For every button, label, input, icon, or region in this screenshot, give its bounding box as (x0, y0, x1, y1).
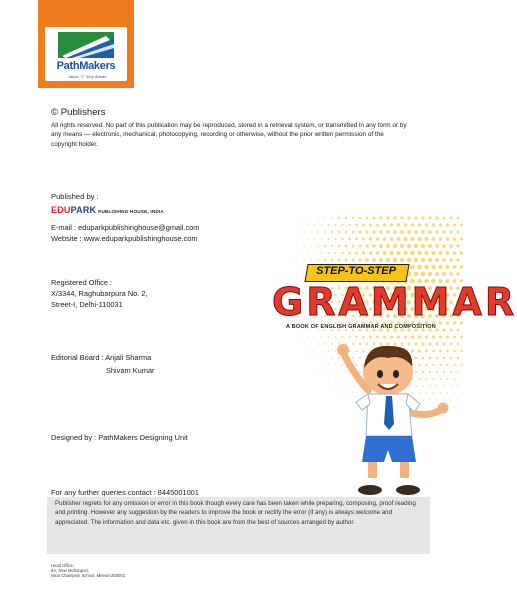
halftone-dot (435, 230, 438, 233)
halftone-dot (293, 239, 294, 240)
halftone-dot (362, 224, 365, 227)
halftone-dot (446, 251, 450, 255)
halftone-dot (303, 259, 304, 260)
halftone-dot (328, 238, 330, 240)
halftone-dot (351, 258, 354, 261)
halftone-dot (449, 272, 453, 276)
halftone-dot (449, 230, 452, 233)
halftone-dot (410, 251, 414, 255)
halftone-dot (307, 225, 308, 226)
halftone-dot (321, 336, 322, 337)
halftone-dot (345, 231, 347, 233)
halftone-dot (352, 231, 355, 234)
halftone-dot (317, 245, 319, 247)
halftone-dot (314, 238, 315, 239)
halftone-dot (414, 244, 418, 248)
copyright-title: © Publishers (51, 107, 106, 118)
halftone-dot (438, 265, 442, 269)
halftone-dot (393, 258, 397, 262)
halftone-dot (386, 216, 389, 219)
halftone-dot (432, 237, 436, 241)
halftone-dot (324, 217, 326, 219)
halftone-dot (365, 258, 369, 262)
logo-tagline: ...takes "1" Step Ahead (65, 74, 107, 79)
halftone-dot (393, 230, 397, 234)
book-subtitle: A BOOK OF ENGLISH GRAMMAR AND COMPOSITION (286, 324, 436, 330)
halftone-dot (446, 223, 449, 226)
halftone-dot (328, 224, 330, 226)
halftone-dot (293, 267, 294, 268)
halftone-dot (421, 258, 425, 262)
halftone-dot (379, 216, 382, 219)
published-by-label: Published by : (51, 192, 99, 201)
halftone-dot (359, 231, 362, 234)
halftone-dot (359, 217, 362, 220)
halftone-dot (421, 272, 426, 277)
halftone-dot (314, 252, 315, 253)
halftone-dot (431, 265, 435, 269)
halftone-dot (428, 216, 431, 219)
halftone-dot (456, 272, 459, 275)
halftone-dot (300, 225, 301, 226)
halftone-dot (428, 230, 432, 234)
halftone-dot (428, 258, 432, 262)
publisher-name-part2: PARK (70, 205, 97, 215)
halftone-dot (310, 217, 311, 218)
halftone-dot (379, 244, 383, 248)
halftone-dot (390, 237, 394, 241)
halftone-dot (300, 253, 301, 254)
halftone-dot (442, 244, 446, 248)
halftone-dot (362, 251, 365, 254)
halftone-dot (414, 258, 419, 263)
halftone-dot (341, 238, 343, 240)
halftone-dot (303, 273, 304, 274)
halftone-dot (435, 216, 438, 219)
halftone-dot (390, 223, 393, 226)
halftone-dot (457, 217, 460, 220)
halftone-dot (439, 237, 443, 241)
halftone-dot (449, 258, 453, 262)
halftone-dot (435, 244, 439, 248)
halftone-dot (404, 237, 408, 241)
halftone-dot (314, 365, 315, 366)
halftone-dot (396, 251, 400, 255)
halftone-dot (365, 230, 368, 233)
halftone-dot (428, 244, 432, 248)
halftone-dot (314, 336, 315, 337)
halftone-dot (424, 265, 429, 270)
halftone-dot (324, 343, 325, 344)
halftone-dot (372, 258, 376, 262)
halftone-dot (400, 258, 405, 263)
pathmakers-logo-icon (58, 32, 114, 58)
halftone-dot (334, 238, 336, 240)
registered-office-label: Registered Office : (51, 278, 113, 287)
halftone-dot (421, 244, 425, 248)
halftone-dot (431, 251, 435, 255)
halftone-dot (314, 224, 315, 225)
halftone-dot (338, 245, 340, 247)
publisher-name-part1: EDU (51, 205, 71, 215)
registered-office-line1: X/3344, Raghubarpura No. 2, (51, 289, 148, 298)
halftone-dot (407, 258, 412, 263)
halftone-dot (338, 231, 340, 233)
halftone-dot (432, 223, 435, 226)
halftone-dot (407, 230, 411, 234)
halftone-dot (352, 217, 354, 219)
halftone-dot (345, 217, 347, 219)
halftone-dot (453, 251, 457, 255)
logo-name: PathMakers (56, 60, 116, 72)
halftone-dot (376, 251, 380, 255)
halftone-dot (303, 231, 304, 232)
halftone-dot (442, 230, 445, 233)
halftone-dot (358, 244, 361, 247)
book-title: GRAMMAR (272, 280, 517, 324)
halftone-dot (450, 217, 453, 220)
halftone-dot (439, 251, 443, 255)
halftone-dot (328, 350, 329, 351)
halftone-dot (338, 259, 341, 262)
halftone-dot (317, 259, 319, 261)
halftone-dot (317, 217, 318, 218)
halftone-dot (331, 245, 333, 247)
halftone-dot (296, 259, 297, 260)
halftone-dot (328, 379, 329, 380)
boy-illustration (330, 332, 460, 502)
halftone-dot (418, 237, 422, 241)
halftone-dot (331, 217, 333, 219)
halftone-dot (348, 252, 351, 255)
halftone-dot (321, 252, 323, 254)
halftone-dot (461, 392, 462, 393)
halftone-dot (407, 244, 411, 248)
halftone-dot (421, 230, 425, 234)
halftone-dot (411, 223, 415, 227)
halftone-dot (414, 272, 419, 277)
halftone-dot (373, 217, 376, 220)
contact-line: For any further queries contact : 8445001001 (51, 488, 199, 497)
halftone-dot (439, 223, 442, 226)
halftone-dot (372, 230, 375, 233)
halftone-dot (397, 237, 401, 241)
halftone-dot (300, 239, 301, 240)
halftone-dot (442, 258, 446, 262)
halftone-dot (410, 265, 415, 270)
halftone-dot (411, 237, 415, 241)
halftone-dot (297, 246, 298, 247)
halftone-dot (386, 230, 390, 234)
halftone-dot (331, 259, 333, 261)
halftone-dot (461, 364, 463, 366)
halftone-dot (456, 244, 459, 247)
halftone-dot (460, 251, 463, 254)
halftone-dot (321, 350, 322, 351)
halftone-dot (310, 343, 311, 344)
halftone-dot (418, 223, 422, 227)
halftone-dot (456, 258, 459, 261)
halftone-dot (307, 238, 308, 239)
halftone-dot (348, 224, 350, 226)
halftone-dot (328, 252, 330, 254)
publisher-website: Website : www.eduparkpublishinghouse.com (51, 234, 198, 243)
halftone-dot (460, 237, 463, 240)
halftone-dot (321, 365, 322, 366)
halftone-dot (435, 258, 439, 262)
halftone-dot (393, 244, 397, 248)
halftone-dot (352, 245, 355, 248)
publisher-email: E-mail : eduparkpublishinghouse@gmail.com (51, 223, 200, 232)
halftone-dot (407, 216, 410, 219)
halftone-dot (324, 357, 325, 358)
publisher-name-suffix: PUBLISHING HOUSE, INDIA (98, 209, 164, 214)
halftone-dot (300, 337, 301, 338)
halftone-dot (325, 372, 326, 373)
halftone-dot (297, 232, 298, 233)
halftone-dot (304, 218, 305, 219)
halftone-dot (307, 351, 308, 352)
halftone-dot (435, 272, 439, 276)
registered-office-line2: Street-I, Delhi-110031 (51, 300, 123, 309)
halftone-dot (457, 231, 460, 234)
halftone-dot (376, 237, 379, 240)
halftone-dot (318, 358, 319, 359)
halftone-dot (400, 244, 404, 248)
halftone-dot (321, 224, 322, 225)
halftone-dot (453, 265, 457, 269)
halftone-dot (290, 274, 291, 275)
editorial-board: Editorial Board : Anjali Sharma (51, 353, 152, 362)
publisher-name (51, 205, 164, 215)
head-office-line1: 8A, New Mohanpuri, (51, 568, 89, 573)
halftone-dot (307, 252, 308, 253)
series-title: STEP-TO-STEP (316, 265, 396, 277)
halftone-dot (383, 237, 387, 241)
halftone-dot (310, 245, 311, 246)
head-office-label: Head Office : (51, 563, 76, 568)
halftone-dot (355, 252, 358, 255)
halftone-dot (369, 251, 372, 254)
head-office-line2: Near Champion School, Meerut-250001 (51, 573, 126, 578)
halftone-dot (460, 224, 463, 227)
halftone-dot (389, 251, 393, 255)
halftone-dot (324, 259, 326, 261)
halftone-dot (372, 244, 376, 248)
halftone-dot (307, 337, 308, 338)
halftone-dot (397, 223, 400, 226)
editorial-board-member: Shivam Kumar (106, 366, 155, 375)
halftone-dot (304, 344, 305, 345)
halftone-dot (424, 251, 428, 255)
halftone-dot (341, 224, 343, 226)
halftone-dot (300, 266, 301, 267)
halftone-dot (414, 216, 417, 219)
designed-by: Designed by : PathMakers Designing Unit (51, 433, 188, 442)
halftone-dot (358, 258, 361, 261)
halftone-dot (345, 259, 348, 262)
halftone-dot (457, 329, 460, 332)
halftone-dot (386, 258, 390, 262)
halftone-dot (417, 251, 421, 255)
halftone-dot (460, 336, 463, 339)
halftone-dot (290, 260, 291, 261)
halftone-dot (383, 251, 387, 255)
halftone-dot (446, 265, 450, 269)
halftone-dot (345, 245, 348, 248)
halftone-dot (421, 216, 424, 219)
halftone-dot (310, 231, 311, 232)
halftone-dot (379, 230, 382, 233)
halftone-dot (369, 224, 372, 227)
halftone-dot (317, 343, 318, 344)
halftone-dot (453, 224, 456, 227)
halftone-dot (400, 230, 404, 234)
halftone-dot (348, 238, 351, 241)
halftone-dot (379, 258, 383, 262)
halftone-dot (386, 244, 390, 248)
halftone-dot (303, 245, 304, 246)
halftone-dot (311, 358, 312, 359)
halftone-dot (335, 224, 337, 226)
halftone-dot (453, 237, 456, 240)
halftone-dot (355, 238, 358, 241)
halftone-dot (442, 272, 446, 276)
halftone-dot (324, 245, 326, 247)
halftone-dot (314, 351, 315, 352)
halftone-dot (446, 237, 449, 240)
halftone-dot (414, 230, 418, 234)
halftone-dot (449, 244, 452, 247)
halftone-dot (296, 273, 297, 274)
halftone-dot (393, 216, 396, 219)
halftone-dot (376, 223, 379, 226)
halftone-dot (290, 246, 291, 247)
halftone-dot (334, 252, 336, 254)
halftone-dot (460, 265, 463, 268)
halftone-dot (362, 238, 365, 241)
halftone-dot (383, 223, 386, 226)
halftone-dot (400, 216, 403, 219)
halftone-dot (417, 265, 422, 270)
halftone-dot (461, 378, 463, 380)
halftone-dot (321, 238, 323, 240)
halftone-dot (341, 252, 343, 254)
halftone-dot (310, 259, 312, 261)
halftone-dot (318, 372, 319, 373)
halftone-dot (428, 272, 432, 276)
halftone-dot (366, 217, 369, 220)
halftone-dot (460, 350, 462, 352)
halftone-dot (297, 218, 298, 219)
halftone-dot (317, 231, 319, 233)
halftone-dot (324, 231, 326, 233)
halftone-dot (404, 223, 408, 227)
disclaimer-text: Publisher regrets for any omission or error in this book though every care has been taken while preparing, composing, proof reading and printing. However any suggestion by the readers to improve the book or rectify the error (if any) is always welcome and appreciated. The information and data etc. given in this book are from the best of sources arranged by author. (55, 500, 416, 526)
halftone-dot (365, 244, 368, 247)
halftone-dot (443, 217, 446, 220)
halftone-dot (369, 237, 372, 240)
halftone-dot (461, 407, 462, 408)
halftone-dot (331, 231, 333, 233)
rights-text: All rights reserved. No part of this publication may be reproduced, stored in a retrieval system, or transmitted in any form or by any means — electronic, mechanical, photocopying, recording or otherwise, without the prior written permission of the copyright holder. (51, 122, 407, 148)
halftone-dot (425, 237, 429, 241)
halftone-dot (338, 217, 340, 219)
halftone-dot (293, 253, 294, 254)
halftone-dot (328, 364, 329, 365)
halftone-dot (403, 251, 407, 255)
halftone-dot (425, 223, 428, 226)
halftone-dot (355, 224, 358, 227)
